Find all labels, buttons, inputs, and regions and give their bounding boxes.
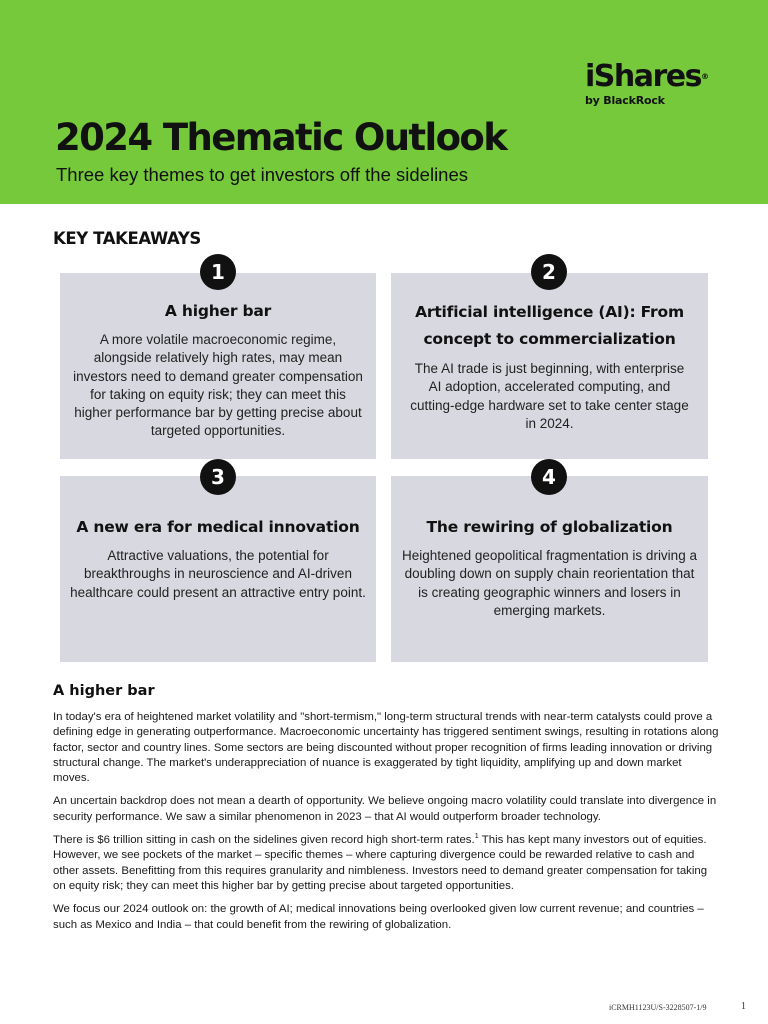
logo-wordmark: iShares® [585,59,709,94]
ishares-logo [585,60,725,107]
takeaway-text: The AI trade is just beginning, with enterprise AI adoption, accelerated computing, and cutting-edge hardware set to take center stage in 2024. [410,361,689,431]
number-badge-1: 1 [200,254,236,290]
section-title: A higher bar [53,683,155,699]
takeaway-text: A more volatile macroeconomic regime, alongside relatively high rates, may mean investors need to demand greater compensation for taking on equity risk; they can meet this higher performance bar by getting precise about targeted opportunities. [73,332,363,439]
takeaway-title: A higher bar [164,302,272,320]
page-subtitle: Three key themes to get investors off the sidelines [56,164,469,185]
key-takeaways-heading: KEY TAKEAWAYS [53,229,201,248]
body-paragraph-3: There is $6 trillion sitting in cash on the sidelines given record high short-term rates.$^1$ This has kept many investors out of equities. However, we see pockets of the market – specific themes – where capturing divergence could be rewarded relative to cash and other assets. Benefitting from this requires granularity and nimbleness. Investors need to demand greater compensation for taking on equity risk; they can meet this higher bar by getting precise about targeted opportunities. [53,831,708,892]
takeaway-card-3 [60,476,376,662]
document-code: iCRMH1123U/S-3228507-1/9 [609,1003,707,1012]
number-badge-3: 3 [200,459,236,495]
takeaway-title: Artificial intelligence (AI): From concept to commercialization [415,303,684,348]
body-paragraph-1: In today's era of heightened market volatility and "short-termism," long-term structural trends with near-term catalysts could prove a defining edge in generating outperformance. Macroeconomic uncertainty has triggered sentiment swings, resulting in rotations along factor, sector and country lines. Some sectors are being discounted without proper recognition of firms leading innovation or driving structural change. The market's underappreciation of nuance is exaggerated by tight liquidity, amplifying up and down market moves. [53,711,719,785]
takeaway-title: A new era for medical innovation [76,518,360,536]
takeaway-text: Attractive valuations, the potential for breakthroughs in neuroscience and AI-driven healthcare could present an attractive entry point. [70,548,366,600]
page-number: 1 [741,1001,746,1012]
number-badge-4: 4 [531,459,567,495]
takeaway-card-4 [391,476,708,662]
logo-byline: by BlackRock [585,94,665,107]
section-body [53,710,721,941]
body-paragraph-4: We focus our 2024 outlook on: the growth of AI; medical innovations being overlooked given low current revenue; and countries – such as Mexico and India – that could benefit from the rewiring of globalization. [53,903,704,931]
takeaway-title: The rewiring of globalization [426,518,673,536]
takeaway-card-1 [60,273,376,459]
page-title: 2024 Thematic Outlook [55,116,507,159]
takeaway-card-2 [391,273,708,459]
footnote-ref: 1 [474,831,479,841]
number-badge-2: 2 [531,254,567,290]
body-paragraph-2: An uncertain backdrop does not mean a dearth of opportunity. We believe ongoing macro volatility could translate into divergence in security performance. We saw a similar phenomenon in 2023 – that AI would outperform broader technology. [53,795,717,823]
takeaway-text: Heightened geopolitical fragmentation is driving a doubling down on supply chain reorientation that is creating geographic winners and losers in emerging markets. [402,548,697,618]
